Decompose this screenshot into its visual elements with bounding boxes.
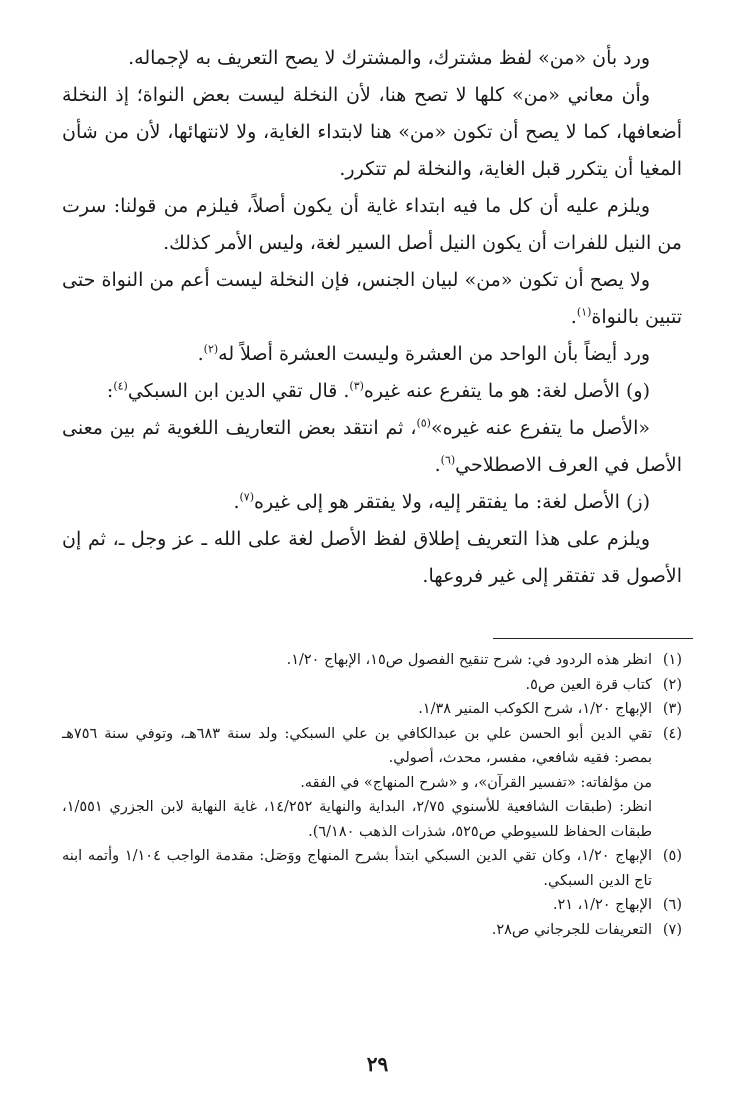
paragraph-tail: . — [570, 306, 577, 328]
paragraph-2 — [62, 77, 682, 188]
page-number: ٢٩ — [366, 1052, 389, 1076]
footnote-ref[interactable]: (٧) — [239, 490, 255, 504]
footnote-line: الإبهاج ١/٢٠، ٢١. — [552, 897, 652, 913]
paragraph-text: «الأصل ما يتفرع عنه غيره» — [430, 417, 651, 439]
paragraph-5 — [62, 336, 682, 373]
footnote-number: (٢) — [662, 676, 682, 693]
footnote-ref[interactable]: (٥) — [416, 416, 431, 430]
footnote-line: تقي الدين أبو الحسن علي بن عبدالكافي بن علي السبكي: ولد سنة ٦٨٣هـ، وتوفي سنة ٧٥٦هـ بمصر: فقيه شافعي، مفسر، محدث، أصولي. — [62, 725, 652, 766]
footnote-item — [62, 893, 682, 918]
footnote-ref[interactable]: (١) — [576, 305, 592, 319]
paragraph-8 — [62, 484, 682, 521]
paragraph-tail: . — [197, 343, 204, 365]
footnote-number: (٦) — [662, 897, 682, 913]
footnote-line: انظر هذه الردود في: شرح تنقيح الفصول ص١٥، الإبهاج ١/٢٠. — [286, 652, 652, 668]
footnote-number: (١) — [662, 652, 682, 668]
footnote-ref[interactable]: (٢) — [203, 342, 219, 356]
footnote-ref[interactable]: (٤) — [113, 379, 128, 393]
footnote-item — [62, 918, 682, 943]
footnote-divider — [493, 638, 693, 639]
paragraph-7 — [62, 410, 682, 484]
paragraph-text: ورد أيضاً بأن الواحد من العشرة وليست العشرة أصلاً له — [218, 343, 650, 365]
footnote-line: كتاب قرة العين ص٥. — [525, 676, 652, 693]
footnote-number: (٥) — [662, 848, 682, 864]
paragraph-4 — [62, 262, 682, 336]
footnote-number: (٣) — [662, 701, 682, 717]
footnote-item — [62, 722, 682, 845]
paragraph-tail: : — [106, 380, 114, 402]
footnote-item — [62, 673, 682, 698]
paragraph-text: ويلزم عليه أن كل ما فيه ابتداء غاية أن يكون أصلاً، فيلزم من قولنا: سرت من النيل للفرات أن يكون النيل أصل السير لغة، وليس الأمر كذلك. — [62, 195, 682, 254]
paragraph-text: وأن معاني «من» كلها لا تصح هنا، لأن النخلة ليست بعض النواة؛ إذ النخلة أضعافها، كما لا يصح أن تكون «من» هنا لابتداء الغاية، ولا لانتهائها، لأن من شأن المغيا أن يتكرر قبل الغاية، والنخلة لم تتكرر. — [62, 84, 682, 180]
main-text — [62, 40, 682, 595]
paragraph-text: ويلزم على هذا التعريف إطلاق لفظ الأصل لغة على الله ـ عز وجل ـ، ثم إن الأصول قد تفتقر إلى غير فروعها. — [62, 528, 682, 587]
footnote-text — [62, 648, 652, 673]
footnote-text — [62, 697, 652, 722]
footnote-item — [62, 648, 682, 673]
footnote-line: انظر: (طبقات الشافعية للأسنوي ٢/٧٥، البداية والنهاية ١٤/٢٥٢، غاية النهاية لابن الجزري ١/٥٥١، طبقات الحفاظ للسيوطي ص٥٢٥، شذرات الذهب ٦/١٨٠). — [62, 799, 652, 840]
footnote-text — [62, 673, 652, 698]
paragraph-3 — [62, 188, 682, 262]
footnote-ref[interactable]: (٣) — [349, 379, 364, 393]
paragraph-tail: . قال تقي الدين ابن السبكي — [127, 380, 350, 402]
footnote-text — [62, 893, 652, 918]
paragraph-tail: . — [233, 491, 240, 513]
footnote-line: الإبهاج ١/٢٠، شرح الكوكب المنير ١/٣٨. — [418, 701, 652, 717]
footnote-item — [62, 844, 682, 893]
footnote-number: (٤) — [662, 725, 682, 742]
paragraph-tail: . — [434, 454, 441, 476]
footnotes — [62, 648, 682, 942]
footnote-ref[interactable]: (٦) — [440, 453, 456, 467]
footnote-text — [62, 722, 652, 845]
paragraph-text: ورد بأن «من» لفظ مشترك، والمشترك لا يصح التعريف به لإجماله. — [128, 47, 650, 69]
footnote-item — [62, 697, 682, 722]
footnote-text — [62, 844, 652, 893]
paragraph-tail: ، ثم انتقد بعض التعاريف اللغوية ثم بين معنى الأصل في العرف الاصطلاحي — [62, 417, 682, 476]
footnote-text — [62, 918, 652, 943]
footnote-line: التعريفات للجرجاني ص٢٨. — [491, 921, 652, 938]
paragraph-text: (ز) الأصل لغة: ما يفتقر إليه، ولا يفتقر هو إلى غيره — [254, 491, 650, 513]
paragraph-text: ولا يصح أن تكون «من» لبيان الجنس، فإن النخلة ليست أعم من النواة حتى تتبين بالنواة — [62, 269, 682, 328]
paragraph-1 — [62, 40, 682, 77]
paragraph-text: (و) الأصل لغة: هو ما يتفرع عنه غيره — [363, 380, 650, 402]
paragraph-9 — [62, 521, 682, 595]
footnote-number: (٧) — [662, 921, 682, 938]
footnote-line: من مؤلفاته: «تفسير القرآن»، و «شرح المنهاج» في الفقه. — [300, 774, 652, 791]
paragraph-6 — [62, 373, 682, 410]
footnote-line: الإبهاج ١/٢٠، وكان تقي الدين السبكي ابتدأ بشرح المنهاج ووَصَل: مقدمة الواجب ١/١٠٤ وأتمه ابنه تاج الدين السبكي. — [62, 848, 653, 889]
